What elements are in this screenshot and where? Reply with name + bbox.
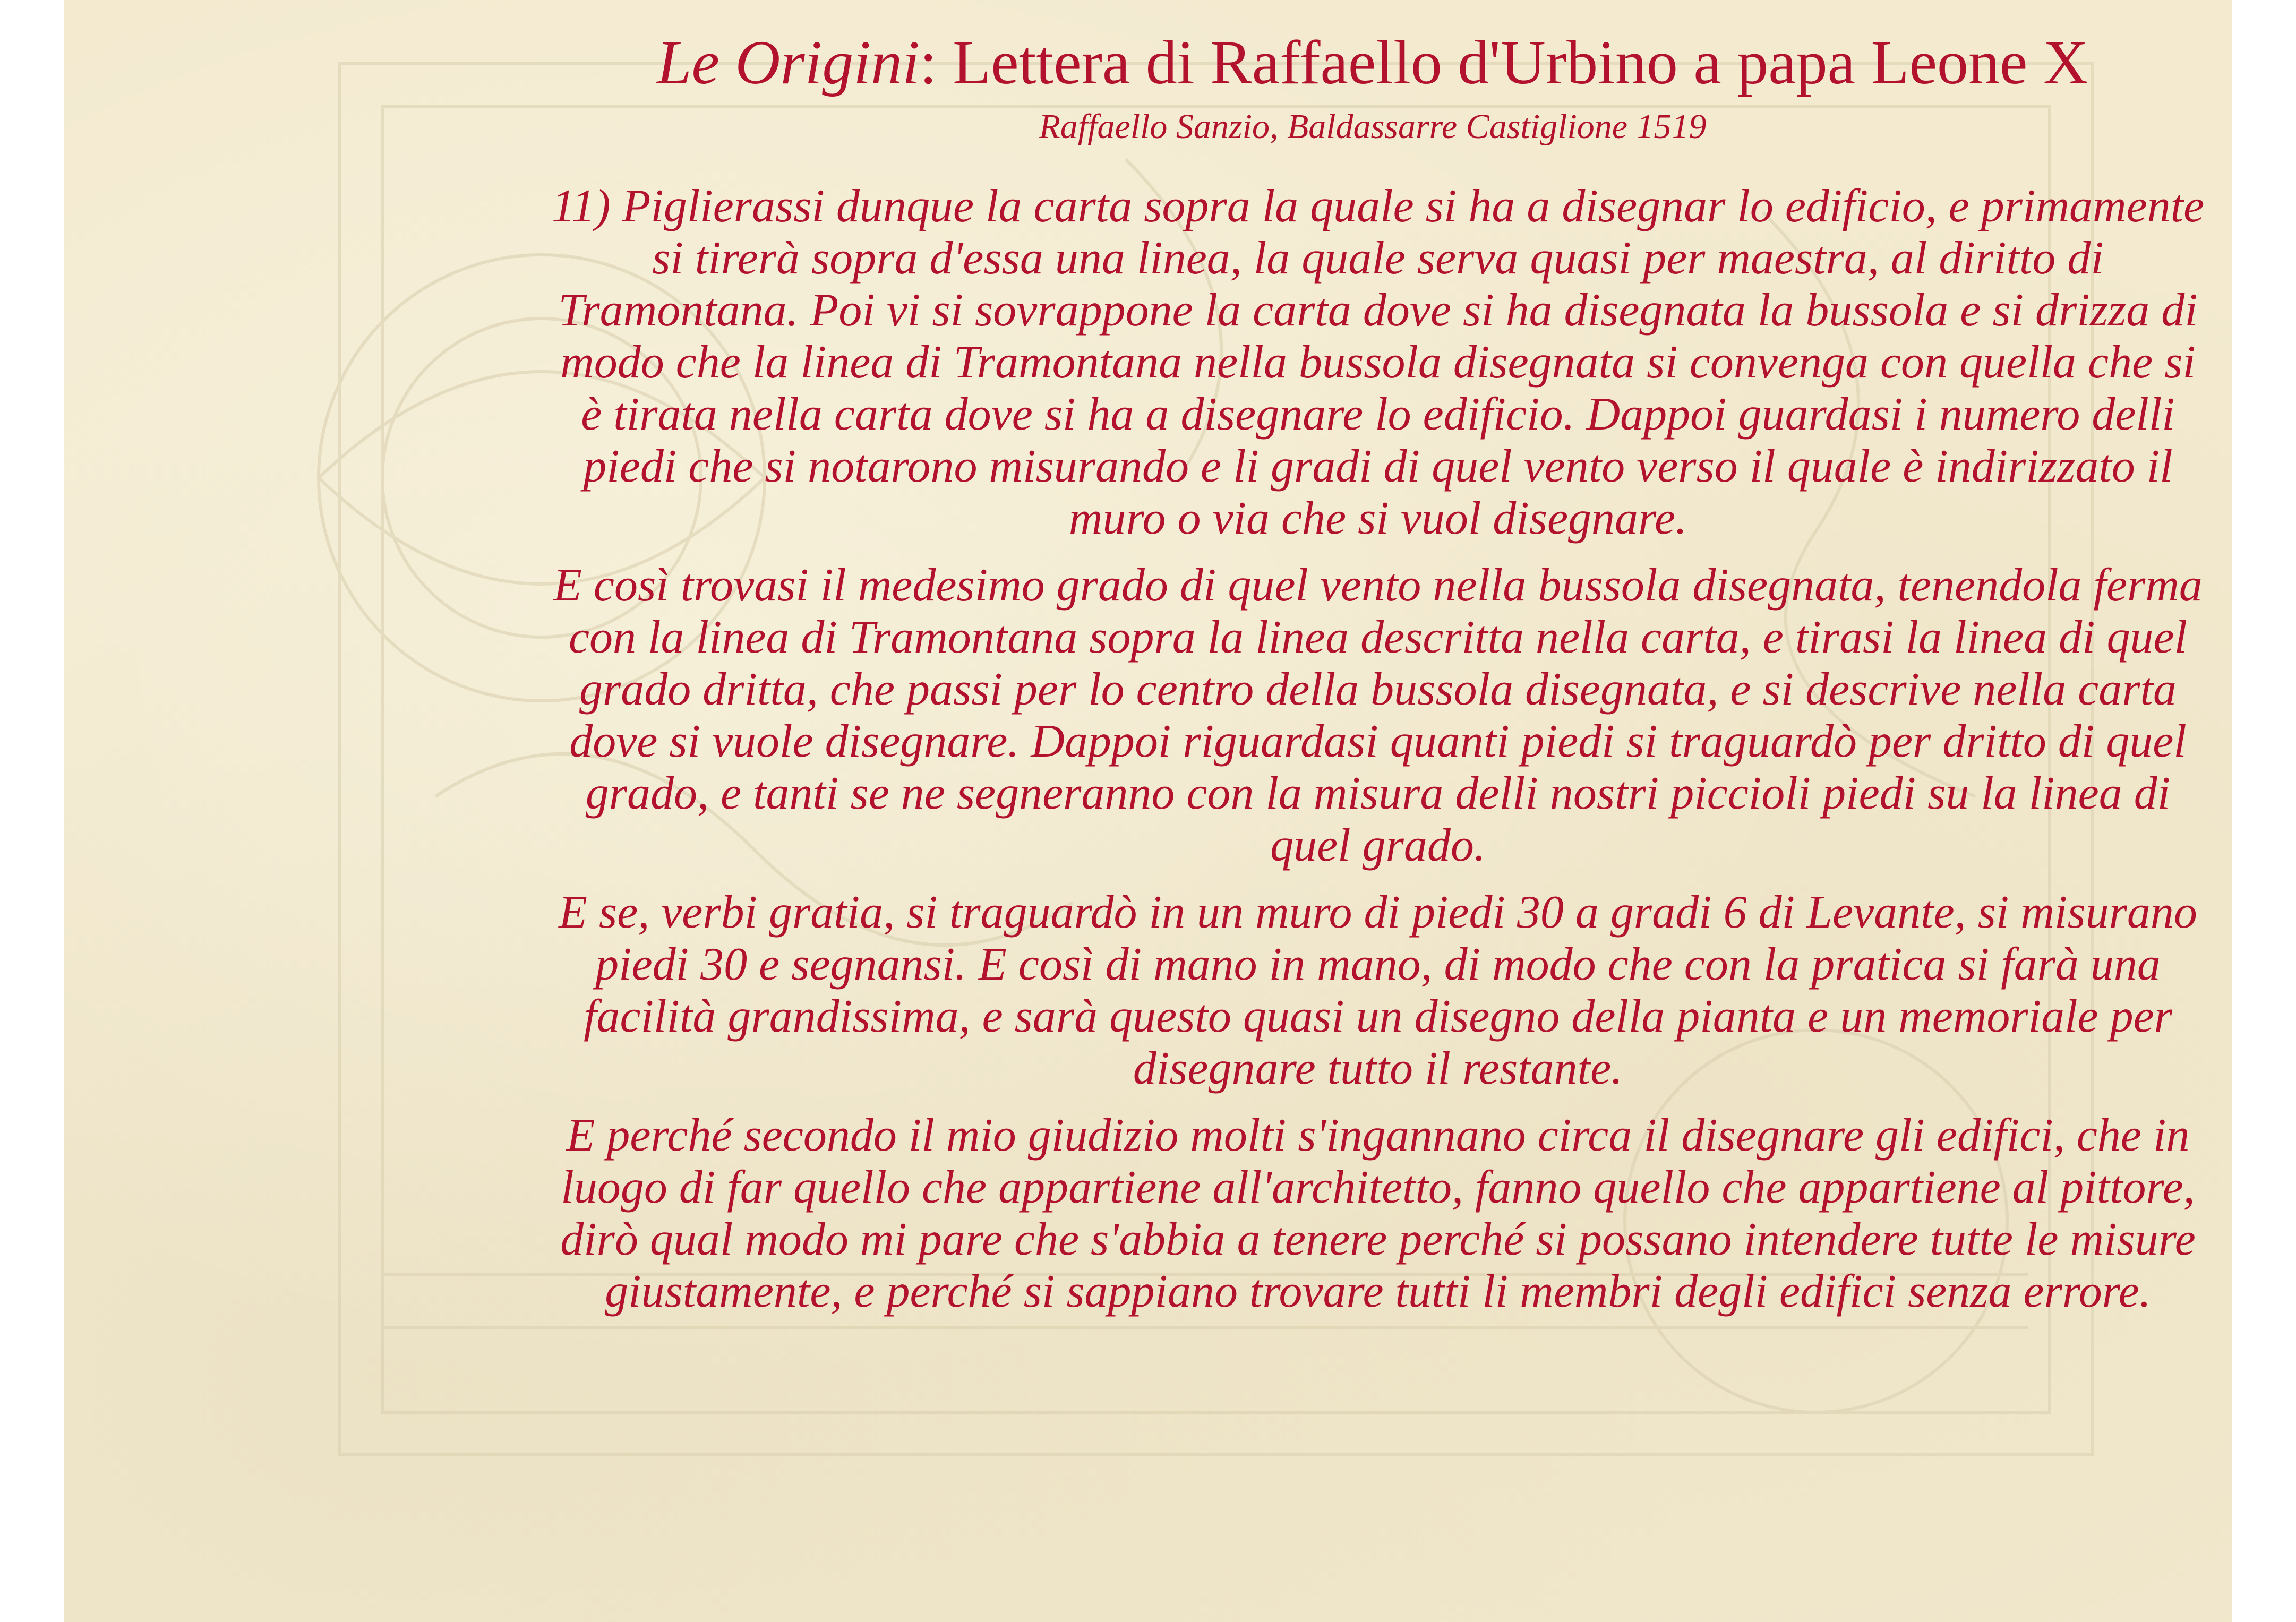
title-main-part: : Lettera di Raffaello d'Urbino a papa Leone X: [919, 28, 2089, 97]
page-subtitle: Raffaello Sanzio, Baldassarre Castiglione 1519: [1039, 107, 1707, 146]
paragraph-1: 11) Piglierassi dunque la carta sopra la quale si ha a disegnar lo edificio, e primamente si tirerà sopra d'essa una linea, la quale serva quasi per maestra, al diritto di Tramontana. Poi vi si sovrappone la carta dove si ha disegnata la bussola e si drizza di modo che la linea di Tramontana nella bussola disegnata si convenga con quella che si è tirata nella carta dove si ha a disegnare lo edificio. Dappoi guardasi i numero delli piedi che si notarono misurando e li gradi di quel vento verso il quale è indirizzato il muro o via che si vuol disegnare.: [551, 181, 2205, 544]
paragraph-4: E perché secondo il mio giudizio molti s'ingannano circa il disegnare gli edifici, che in luogo di far quello che appartiene all'architetto, fanno quello che appartiene al pittore, dirò qual modo mi pare che s'abbia a tenere perché si possano intendere tutte le misure giustamente, e perché si sappiano trovare tutti li membri degli edifici senza errore.: [560, 1110, 2196, 1317]
page-header: [542, 25, 2204, 150]
paragraph-3: E se, verbi gratia, si traguardò in un muro di piedi 30 a gradi 6 di Levante, si misurano piedi 30 e segnansi. E così di mano in mano, di modo che con la pratica si farà una facilità grandissima, e sarà questo quasi un disegno della pianta e un memoriale per disegnare tutto il restante.: [559, 887, 2197, 1094]
paragraph-2: E così trovasi il medesimo grado di quel vento nella bussola disegnata, tenendola ferma con la linea di Tramontana sopra la linea descritta nella carta, e tirasi la linea di quel grado dritta, che passi per lo centro della bussola disegnata, e si descrive nella carta dove si vuole disegnare. Dappoi riguardasi quanti piedi si traguardò per dritto di quel grado, e tanti se ne segneranno con la misura delli nostri piccioli piedi su la linea di quel grado.: [553, 560, 2203, 871]
page-title: [542, 25, 2204, 100]
letter-body: [547, 181, 2209, 1333]
title-italic-part: Le Origini: [656, 28, 920, 97]
